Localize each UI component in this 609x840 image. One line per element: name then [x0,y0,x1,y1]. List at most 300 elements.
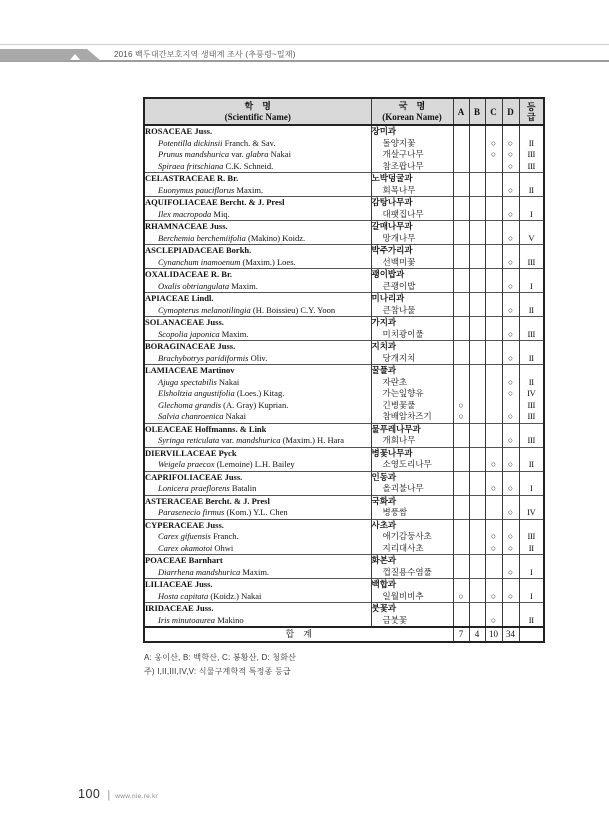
grade-cell: III [519,411,544,423]
site-b-mark-cell [469,579,485,591]
site-b-mark-cell [469,519,485,531]
site-d-mark-cell: ○ [502,329,519,341]
scientific-name-cell: Weigela praecox (Lemoine) L.H. Bailey [144,459,371,471]
site-b-mark-cell [469,377,485,389]
site-d-mark-cell: ○ [502,233,519,245]
site-b-mark-cell [469,459,485,471]
total-site-d: 34 [502,627,519,642]
korean-name-cell: 큰참나물 [371,305,453,317]
site-a-mark-cell [453,603,469,615]
scientific-name-cell: Ilex macropoda Miq. [144,209,371,221]
species-row [144,507,544,519]
family-row [144,579,544,591]
species-row [144,483,544,495]
site-d-mark-cell: ○ [502,138,519,150]
site-d-mark-cell [502,423,519,435]
korean-name-cell: 참배암차즈기 [371,411,453,423]
site-b-mark-cell [469,400,485,412]
scientific-name-cell: RHAMNACEAE Juss. [144,221,371,233]
col-header-site-d: D [502,98,519,125]
grade-cell: II [519,543,544,555]
site-b-mark-cell [469,435,485,447]
site-a-mark-cell [453,353,469,365]
site-d-mark-cell [502,603,519,615]
scientific-name-cell: ASTERACEAE Bercht. & J. Presl [144,495,371,507]
grade-cell [519,221,544,233]
site-a-mark-cell [453,507,469,519]
grade-cell: III [519,435,544,447]
site-b-mark-cell [469,447,485,459]
site-a-mark-cell [453,579,469,591]
site-d-mark-cell: ○ [502,411,519,423]
family-row [144,173,544,185]
site-b-mark-cell [469,161,485,173]
site-c-mark-cell [485,365,502,377]
site-a-mark-cell [453,161,469,173]
site-b-mark-cell [469,531,485,543]
species-row [144,161,544,173]
korean-name-cell: 병풍쌈 [371,507,453,519]
total-site-b: 4 [469,627,485,642]
site-a-mark-cell [453,365,469,377]
site-d-mark-cell [502,197,519,209]
korean-name-cell: 껍질용수염풀 [371,567,453,579]
site-c-mark-cell [485,447,502,459]
site-c-mark-cell [485,161,502,173]
site-c-mark-cell [485,400,502,412]
site-a-mark-cell [453,293,469,305]
species-table [143,97,545,643]
scientific-name-cell: IRIDACEAE Juss. [144,603,371,615]
site-d-mark-cell: ○ [502,507,519,519]
site-d-mark-cell [502,447,519,459]
scientific-name-cell: AQUIFOLIACEAE Bercht. & J. Presl [144,197,371,209]
site-c-mark-cell [485,411,502,423]
species-row [144,567,544,579]
site-c-mark-cell [485,555,502,567]
site-c-mark-cell [485,388,502,400]
site-c-mark-cell [485,567,502,579]
species-row [144,400,544,412]
site-c-mark-cell [485,519,502,531]
scientific-name-sublabel: (Scientific Name) [224,112,291,122]
site-b-mark-cell [469,257,485,269]
site-c-mark-cell [485,269,502,281]
family-row [144,447,544,459]
site-c-mark-cell [485,341,502,353]
site-d-mark-cell [502,293,519,305]
site-a-mark-cell [453,459,469,471]
species-row [144,543,544,555]
grade-cell [519,317,544,329]
korean-name-cell: 인동과 [371,471,453,483]
site-b-mark-cell [469,555,485,567]
species-row [144,149,544,161]
site-c-mark-cell [485,233,502,245]
scientific-name-cell: Cymopterus melanotilingia (H. Boissieu) C.Y. Yoon [144,305,371,317]
grade-cell [519,471,544,483]
scientific-name-cell: LAMIACEAE Martinov [144,365,371,377]
grade-cell: I [519,281,544,293]
korean-name-cell: 사초과 [371,519,453,531]
site-a-mark-cell [453,435,469,447]
site-c-mark-cell [485,173,502,185]
scientific-name-cell: CYPERACEAE Juss. [144,519,371,531]
grade-cell [519,293,544,305]
site-b-mark-cell [469,245,485,257]
korean-name-cell: 국화과 [371,495,453,507]
korean-name-cell: 가지과 [371,317,453,329]
site-a-mark-cell [453,388,469,400]
site-c-mark-cell [485,209,502,221]
col-header-site-a: A [453,98,469,125]
scientific-name-cell: Elsholtzia angustifolia (Loes.) Kitag. [144,388,371,400]
korean-name-cell: 올괴불나무 [371,483,453,495]
site-d-mark-cell [502,400,519,412]
grade-cell: III [519,531,544,543]
scientific-name-cell: LILIACEAE Juss. [144,579,371,591]
site-b-mark-cell [469,591,485,603]
site-d-mark-cell: ○ [502,531,519,543]
site-d-mark-cell: ○ [502,149,519,161]
site-a-mark-cell [453,269,469,281]
site-c-mark-cell [485,305,502,317]
site-c-mark-cell: ○ [485,591,502,603]
site-a-mark-cell [453,543,469,555]
korean-name-cell: 노박덩굴과 [371,173,453,185]
species-row [144,329,544,341]
species-row [144,388,544,400]
site-b-mark-cell [469,543,485,555]
grade-cell: II [519,305,544,317]
korean-name-cell: 백합과 [371,579,453,591]
site-c-mark-cell: ○ [485,149,502,161]
site-a-mark-cell [453,341,469,353]
header-rule-top [0,44,609,45]
site-c-mark-cell [485,495,502,507]
scientific-name-cell: Ajuga spectabilis Nakai [144,377,371,389]
korean-name-cell: 병꽃나무과 [371,447,453,459]
grade-cell [519,447,544,459]
scientific-name-cell: ROSACEAE Juss. [144,125,371,138]
grade-cell: I [519,567,544,579]
grade-cell: I [519,483,544,495]
site-a-mark-cell [453,377,469,389]
korean-name-cell: 화본과 [371,555,453,567]
grade-cell: II [519,138,544,150]
grade-cell: IV [519,507,544,519]
site-a-mark-cell [453,305,469,317]
site-d-mark-cell [502,555,519,567]
scientific-name-cell: Scopolia japonica Maxim. [144,329,371,341]
species-row [144,615,544,628]
site-d-mark-cell [502,579,519,591]
species-row [144,138,544,150]
site-c-mark-cell [485,245,502,257]
grade-cell: III [519,149,544,161]
scientific-name-cell: DIERVILLACEAE Pyck [144,447,371,459]
site-d-mark-cell [502,269,519,281]
site-c-mark-cell: ○ [485,543,502,555]
site-b-mark-cell [469,269,485,281]
site-c-mark-cell [485,423,502,435]
site-d-mark-cell [502,221,519,233]
site-c-mark-cell [485,197,502,209]
scientific-name-cell: Salvia chanroenica Nakai [144,411,371,423]
site-a-mark-cell [453,483,469,495]
site-d-mark-cell [502,245,519,257]
korean-name-cell: 괭이밥과 [371,269,453,281]
species-row [144,591,544,603]
site-d-mark-cell [502,495,519,507]
table-body [144,125,544,627]
running-header-title: 2016 백두대간보호지역 생태계 조사 (추풍령~밀재) [114,50,296,59]
family-row [144,555,544,567]
site-a-mark-cell [453,317,469,329]
site-b-mark-cell [469,293,485,305]
site-b-mark-cell [469,388,485,400]
site-d-mark-cell: ○ [502,591,519,603]
page-number: 100 [78,787,101,801]
scientific-name-cell: ASCLEPIADACEAE Borkh. [144,245,371,257]
site-c-mark-cell [485,329,502,341]
family-row [144,519,544,531]
site-a-mark-cell [453,423,469,435]
site-b-mark-cell [469,365,485,377]
grade-cell [519,173,544,185]
grade-cell: III [519,161,544,173]
scientific-name-cell: Iris minutoaurea Makino [144,615,371,628]
korean-name-cell: 긴병꽃풀 [371,400,453,412]
site-d-mark-cell [502,341,519,353]
site-c-mark-cell [485,317,502,329]
scientific-name-cell: Hosta capitata (Koidz.) Nakai [144,591,371,603]
site-d-mark-cell [502,615,519,628]
site-d-mark-cell [502,173,519,185]
site-b-mark-cell [469,233,485,245]
site-d-mark-cell [502,317,519,329]
total-site-c: 10 [485,627,502,642]
site-a-mark-cell [453,173,469,185]
site-b-mark-cell [469,138,485,150]
grade-cell: II [519,185,544,197]
site-b-mark-cell [469,411,485,423]
site-a-mark-cell [453,615,469,628]
korean-name-cell: 미치광이풀 [371,329,453,341]
korean-name-cell: 미나리과 [371,293,453,305]
site-c-mark-cell [485,603,502,615]
grade-cell [519,603,544,615]
grade-cell: II [519,353,544,365]
page-footer [78,785,158,803]
site-a-mark-cell [453,125,469,138]
grade-cell: IV [519,388,544,400]
site-a-mark-cell [453,138,469,150]
species-row [144,459,544,471]
family-row [144,365,544,377]
scientific-name-cell: Spiraea fritschiana C.K. Schneid. [144,161,371,173]
site-d-mark-cell: ○ [502,161,519,173]
site-b-mark-cell [469,125,485,138]
site-c-mark-cell [485,471,502,483]
site-a-mark-cell [453,197,469,209]
site-b-mark-cell [469,173,485,185]
family-row [144,317,544,329]
site-d-mark-cell [502,365,519,377]
korean-name-cell: 소영도리나무 [371,459,453,471]
site-a-mark-cell [453,245,469,257]
species-row [144,281,544,293]
grade-cell [519,555,544,567]
grade-cell: III [519,257,544,269]
site-c-mark-cell [485,353,502,365]
korean-name-sublabel: (Korean Name) [382,112,442,122]
col-header-grade [519,98,544,125]
korean-name-cell: 자란초 [371,377,453,389]
site-url: www.nie.re.kr [115,793,159,800]
scientific-name-cell: CAPRIFOLIACEAE Juss. [144,471,371,483]
site-a-mark-cell: ○ [453,411,469,423]
site-a-mark-cell [453,329,469,341]
site-b-mark-cell [469,317,485,329]
site-b-mark-cell [469,483,485,495]
site-b-mark-cell [469,281,485,293]
korean-name-cell: 박주가리과 [371,245,453,257]
korean-name-cell: 붓꽃과 [371,603,453,615]
site-b-mark-cell [469,507,485,519]
korean-name-cell: 개살구나무 [371,149,453,161]
site-d-mark-cell: ○ [502,209,519,221]
site-d-mark-cell: ○ [502,353,519,365]
korean-name-cell: 큰괭이밥 [371,281,453,293]
scientific-name-cell: Diarrhena mandshurica Maxim. [144,567,371,579]
korean-name-label: 국 명 [398,101,426,111]
site-d-mark-cell: ○ [502,435,519,447]
col-header-scientific-name [144,98,371,125]
grade-cell [519,269,544,281]
scientific-name-cell: APIACEAE Lindl. [144,293,371,305]
site-b-mark-cell [469,305,485,317]
korean-name-cell: 장미과 [371,125,453,138]
site-a-mark-cell: ○ [453,591,469,603]
site-b-mark-cell [469,353,485,365]
site-a-mark-cell [453,257,469,269]
grade-cell: I [519,591,544,603]
site-c-mark-cell [485,293,502,305]
family-row [144,293,544,305]
site-d-mark-cell: ○ [502,377,519,389]
korean-name-cell: 돌양지꽃 [371,138,453,150]
table-header [144,98,544,125]
site-c-mark-cell: ○ [485,531,502,543]
grade-cell [519,341,544,353]
grade-cell [519,365,544,377]
grade-cell [519,125,544,138]
grade-cell: II [519,459,544,471]
family-row [144,603,544,615]
site-b-mark-cell [469,603,485,615]
site-d-mark-cell: ○ [502,483,519,495]
site-d-mark-cell: ○ [502,281,519,293]
korean-name-cell: 망개나무 [371,233,453,245]
table-notes [144,651,296,678]
scientific-name-cell: CELASTRACEAE R. Br. [144,173,371,185]
site-d-mark-cell: ○ [502,459,519,471]
site-b-mark-cell [469,209,485,221]
note-site-legend: A: 웅이산, B: 백학산, C: 봉황산, D: 청화산 [144,653,297,662]
scientific-name-cell: Potentilla dickinsii Franch. & Sav. [144,138,371,150]
scientific-name-cell: Euonymus pauciflorus Maxim. [144,185,371,197]
site-c-mark-cell [485,221,502,233]
grade-cell: III [519,329,544,341]
site-d-mark-cell: ○ [502,185,519,197]
note-grade-legend: 주) I,II,III,IV,V: 식물구계학적 특정종 등급 [144,666,291,676]
site-c-mark-cell [485,125,502,138]
species-row [144,411,544,423]
site-a-mark-cell [453,495,469,507]
grade-cell [519,423,544,435]
species-row [144,185,544,197]
site-d-mark-cell: ○ [502,567,519,579]
site-a-mark-cell [453,149,469,161]
scientific-name-cell: OLEACEAE Hoffmanns. & Link [144,423,371,435]
site-b-mark-cell [469,341,485,353]
species-row [144,233,544,245]
family-row [144,341,544,353]
korean-name-cell: 일월비비추 [371,591,453,603]
site-b-mark-cell [469,185,485,197]
site-b-mark-cell [469,567,485,579]
scientific-name-label: 학 명 [244,101,271,111]
total-label: 합 계 [144,627,453,642]
scientific-name-cell: Syringa reticulata var. mandshurica (Maxim.) H. Hara [144,435,371,447]
grade-cell: II [519,377,544,389]
site-b-mark-cell [469,615,485,628]
header-row [144,98,544,125]
scientific-name-cell: Carex gifuensis Franch. [144,531,371,543]
family-row [144,245,544,257]
site-c-mark-cell: ○ [485,459,502,471]
scientific-name-cell: Glechoma grandis (A. Gray) Kuprian. [144,400,371,412]
site-d-mark-cell: ○ [502,257,519,269]
site-c-mark-cell [485,507,502,519]
korean-name-cell: 가는잎향유 [371,388,453,400]
site-a-mark-cell: ○ [453,400,469,412]
site-d-mark-cell [502,125,519,138]
korean-name-cell: 선백미꽃 [371,257,453,269]
korean-name-cell: 물푸레나무과 [371,423,453,435]
scientific-name-cell: Prunus mandshurica var. glabra Nakai [144,149,371,161]
korean-name-cell: 꿀풀과 [371,365,453,377]
site-c-mark-cell [485,377,502,389]
family-row [144,221,544,233]
family-row [144,269,544,281]
species-row [144,257,544,269]
site-d-mark-cell: ○ [502,305,519,317]
site-a-mark-cell [453,567,469,579]
site-c-mark-cell: ○ [485,483,502,495]
site-a-mark-cell [453,531,469,543]
site-d-mark-cell [502,471,519,483]
grade-cell [519,495,544,507]
grade-cell [519,245,544,257]
site-a-mark-cell [453,519,469,531]
scientific-name-cell: Lonicera praeflorens Batalin [144,483,371,495]
family-row [144,125,544,138]
site-b-mark-cell [469,329,485,341]
site-c-mark-cell [485,257,502,269]
site-c-mark-cell [485,281,502,293]
